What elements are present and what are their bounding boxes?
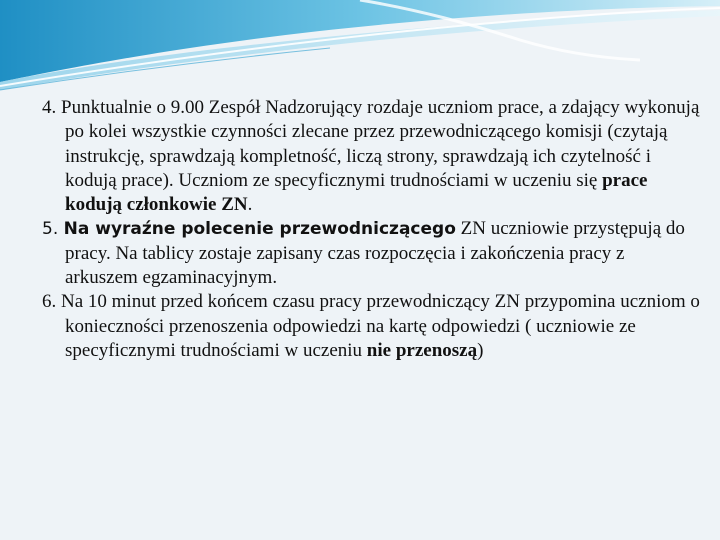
item-text: ) bbox=[477, 339, 484, 361]
list-item bbox=[42, 96, 702, 217]
header-swoosh-decoration bbox=[0, 0, 720, 95]
item-number: 6. bbox=[42, 291, 61, 313]
item-text-bold: prace kodują członkowie ZN bbox=[65, 169, 648, 216]
item-number: 5. bbox=[42, 219, 64, 240]
item-text-bold: nie przenoszą bbox=[366, 339, 478, 361]
list-item bbox=[42, 217, 702, 290]
item-text-bold: Na wyraźne polecenie przewodniczącego bbox=[63, 219, 456, 240]
item-text: ZN uczniowie przystępują do pracy. Na tablicy zostaje zapisany czas rozpoczęcia i zakończenia pracy z arkuszem egzaminacyjnym. bbox=[65, 218, 685, 289]
item-text: Na 10 minut przed końcem czasu pracy przewodniczący ZN przypomina uczniom o konieczności przenoszenia odpowiedzi na kartę odpowiedzi ( uczniowie ze specyficznymi trudnościami w uczeniu bbox=[61, 291, 700, 361]
item-text: . bbox=[247, 194, 253, 216]
list-item bbox=[42, 290, 702, 363]
item-number: 4. bbox=[42, 97, 61, 118]
content-list bbox=[42, 96, 702, 363]
item-text: Punktualnie o 9.00 Zespół Nadzorujący rozdaje uczniom prace, a zdający wykonują po kolei wszystkie czynności zlecane przez przewodniczącego komisji (czytają instrukcję, sprawdzają kompletność, liczą strony, sprawdzają ich czytelność i kodują prace). Uczniom ze specyficznymi trudnościami w uczeniu się bbox=[61, 97, 700, 191]
